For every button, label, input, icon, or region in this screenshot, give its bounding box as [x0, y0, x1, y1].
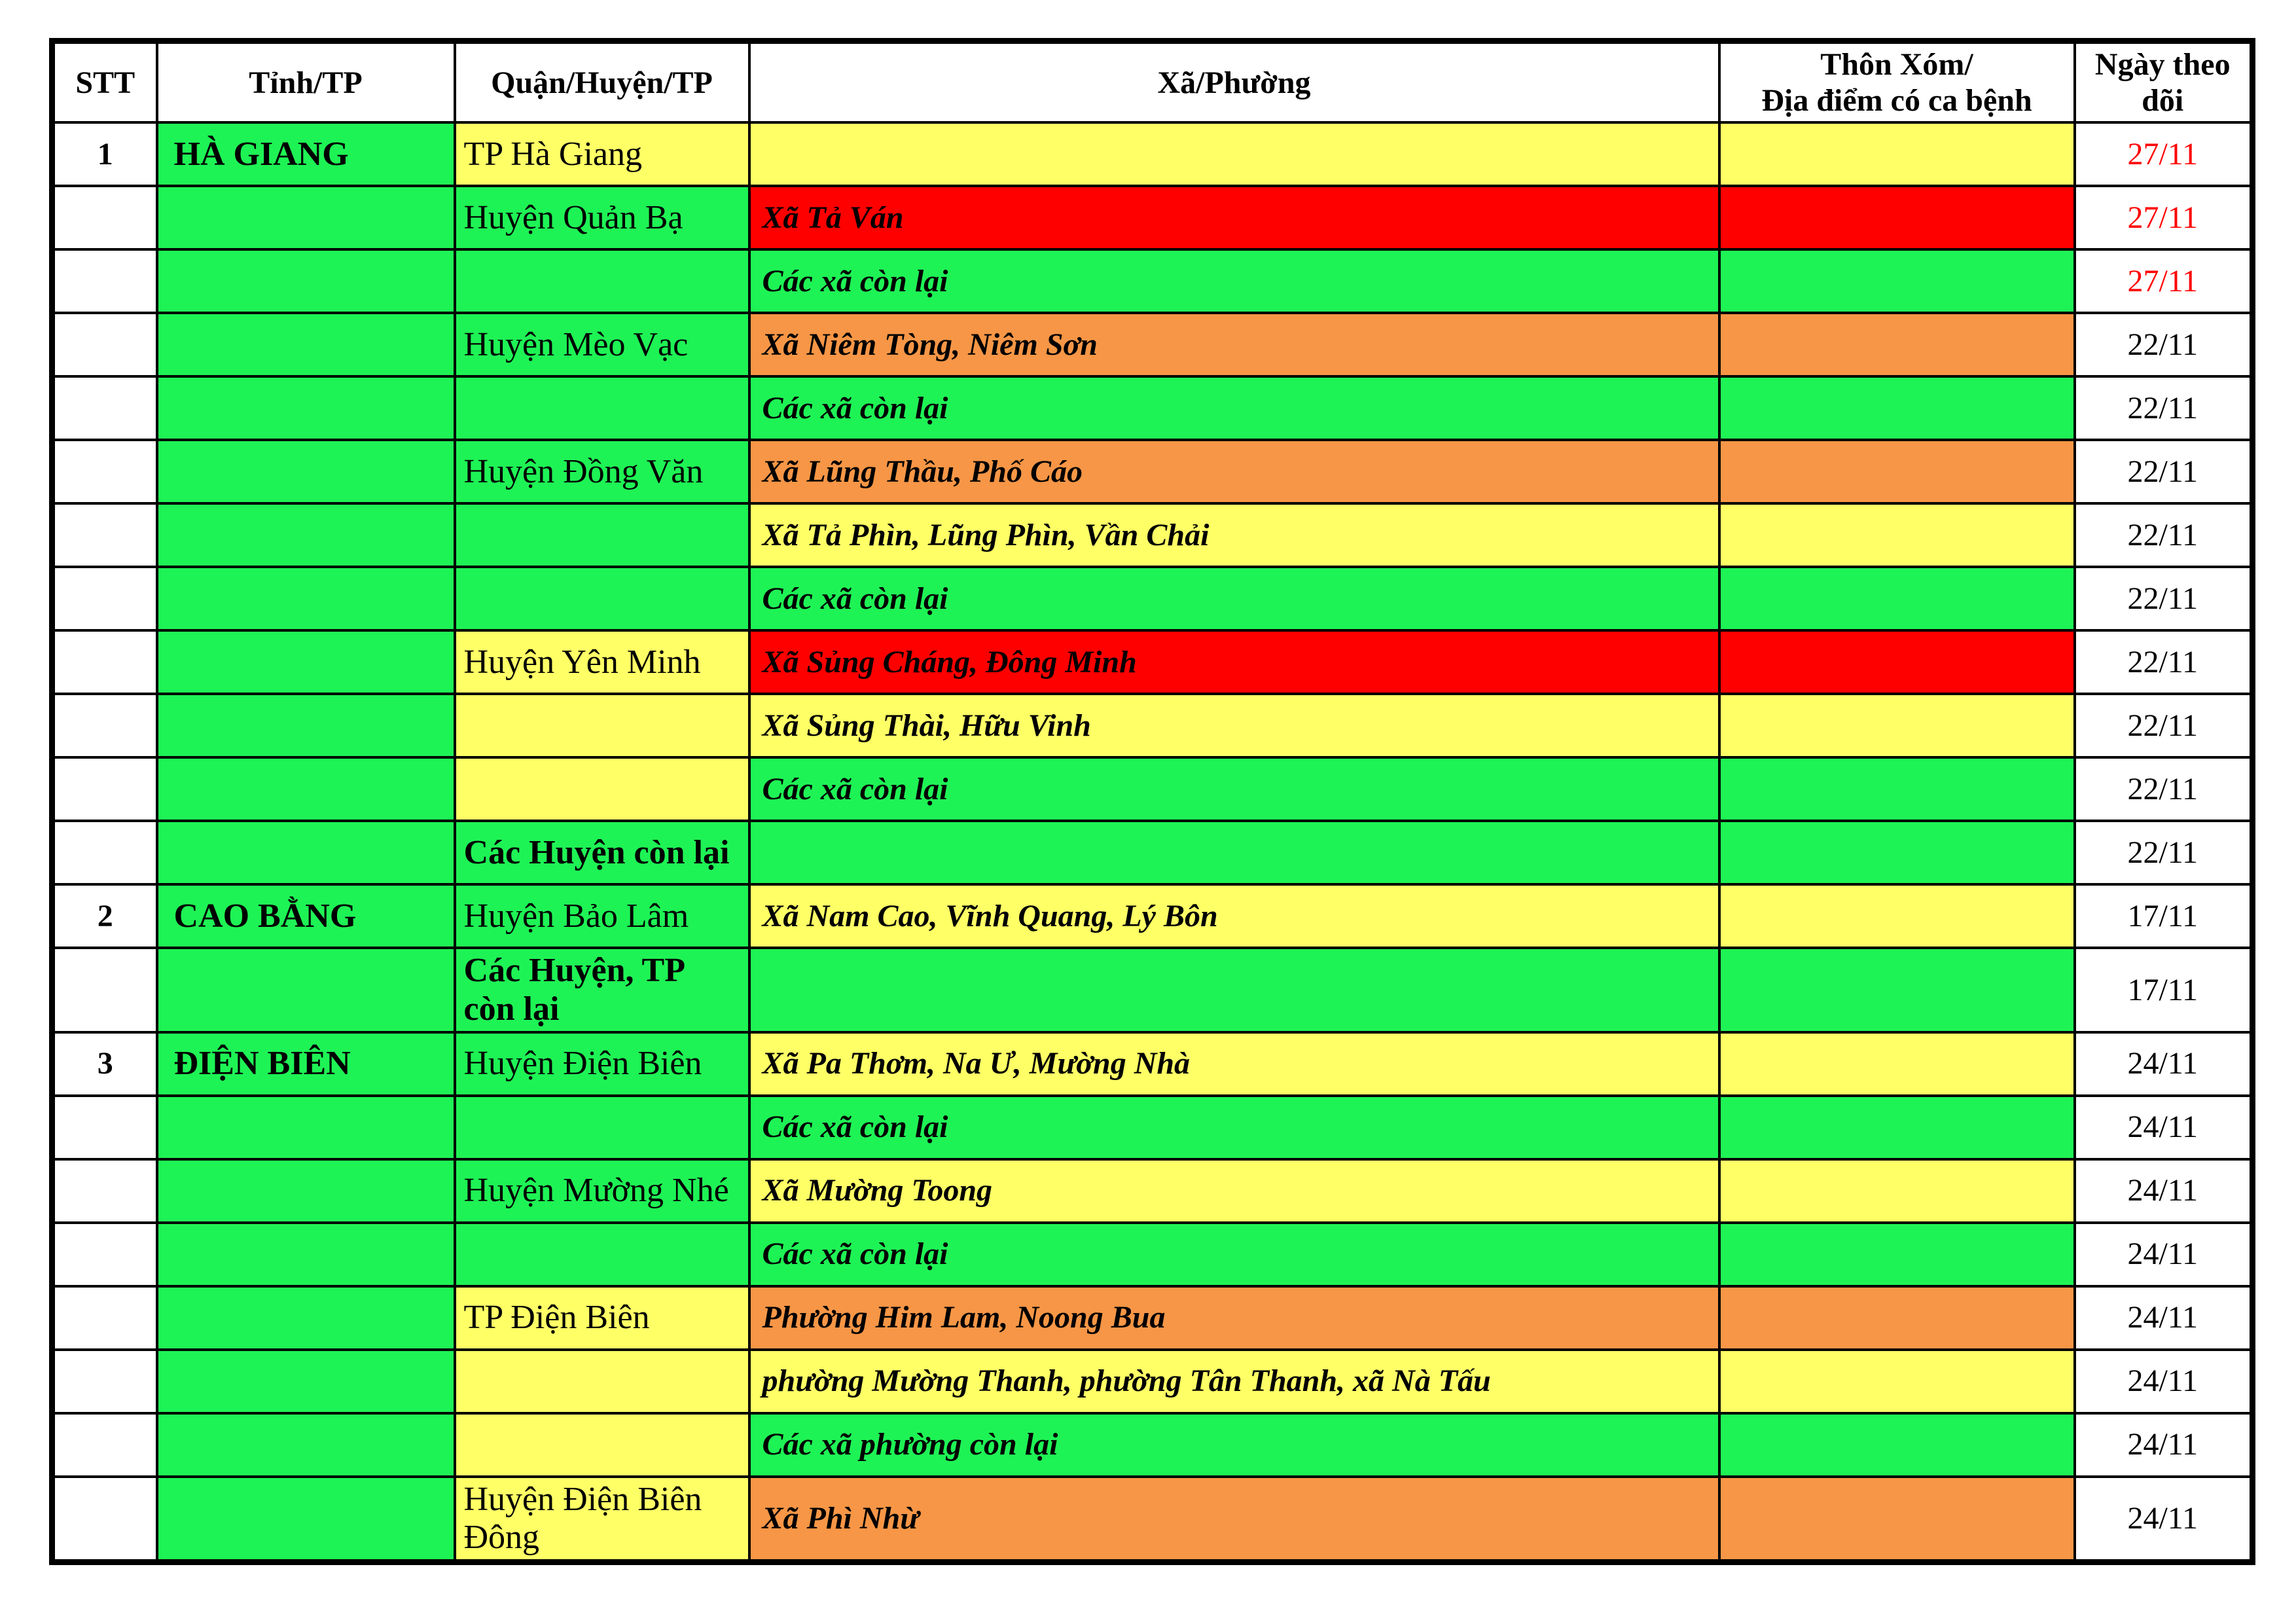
cell-ward: Các xã còn lại: [749, 249, 1719, 313]
covid-risk-table-sheet: [49, 38, 2255, 1565]
cell-date: 22/11: [2075, 567, 2253, 630]
cell-province: ĐIỆN BIÊN: [157, 1032, 455, 1096]
table-row: [52, 948, 2253, 1032]
cell-district: [455, 376, 749, 440]
col-header-location: Thôn Xóm/ Địa điểm có ca bệnh: [1719, 41, 2075, 123]
cell-location: [1719, 1350, 2075, 1413]
risk-level-table: [49, 38, 2255, 1565]
cell-stt: 3: [52, 1032, 157, 1096]
cell-stt: 1: [52, 122, 157, 186]
header-row: [52, 41, 2253, 123]
table-row: [52, 884, 2253, 948]
cell-province: [157, 1096, 455, 1159]
cell-stt: [52, 567, 157, 630]
cell-ward: Xã Tả Ván: [749, 186, 1719, 249]
cell-location: [1719, 821, 2075, 884]
cell-date: 22/11: [2075, 313, 2253, 376]
cell-location: [1719, 1286, 2075, 1350]
cell-location: [1719, 313, 2075, 376]
cell-province: [157, 567, 455, 630]
cell-ward: phường Mường Thanh, phường Tân Thanh, xã Nà Tấu: [749, 1350, 1719, 1413]
cell-stt: [52, 1350, 157, 1413]
col-header-ward: Xã/Phường: [749, 41, 1719, 123]
cell-province: HÀ GIANG: [157, 122, 455, 186]
cell-location: [1719, 249, 2075, 313]
cell-district: Huyện Quản Bạ: [455, 186, 749, 249]
cell-ward: [749, 122, 1719, 186]
cell-stt: [52, 1477, 157, 1562]
cell-ward: [749, 821, 1719, 884]
cell-stt: [52, 948, 157, 1032]
table-row: [52, 757, 2253, 821]
cell-date: 22/11: [2075, 440, 2253, 503]
cell-ward: Các xã còn lại: [749, 376, 1719, 440]
cell-location: [1719, 948, 2075, 1032]
cell-district: Các Huyện, TP còn lại: [455, 948, 749, 1032]
cell-province: [157, 630, 455, 694]
cell-ward: Xã Phì Nhừ: [749, 1477, 1719, 1562]
cell-province: [157, 1477, 455, 1562]
cell-district: Huyện Yên Minh: [455, 630, 749, 694]
cell-district: Huyện Mường Nhé: [455, 1159, 749, 1223]
cell-province: [157, 821, 455, 884]
cell-date: 22/11: [2075, 503, 2253, 567]
cell-date: 24/11: [2075, 1096, 2253, 1159]
cell-location: [1719, 376, 2075, 440]
cell-date: 24/11: [2075, 1413, 2253, 1477]
cell-ward: Xã Lũng Thầu, Phố Cáo: [749, 440, 1719, 503]
cell-location: [1719, 694, 2075, 757]
cell-ward: Xã Niêm Tòng, Niêm Sơn: [749, 313, 1719, 376]
cell-date: 22/11: [2075, 630, 2253, 694]
cell-ward: Xã Sủng Thài, Hữu Vinh: [749, 694, 1719, 757]
cell-province: [157, 1350, 455, 1413]
cell-date: 24/11: [2075, 1477, 2253, 1562]
table-row: [52, 821, 2253, 884]
cell-province: [157, 503, 455, 567]
cell-district: [455, 567, 749, 630]
cell-stt: [52, 630, 157, 694]
table-row: [52, 186, 2253, 249]
cell-location: [1719, 186, 2075, 249]
cell-location: [1719, 1159, 2075, 1223]
cell-location: [1719, 757, 2075, 821]
table-row: [52, 1286, 2253, 1350]
cell-date: 24/11: [2075, 1223, 2253, 1286]
table-row: [52, 440, 2253, 503]
cell-district: Huyện Điện Biên Đông: [455, 1477, 749, 1562]
cell-location: [1719, 122, 2075, 186]
cell-location: [1719, 440, 2075, 503]
table-row: [52, 1413, 2253, 1477]
cell-location: [1719, 1223, 2075, 1286]
cell-date: 24/11: [2075, 1159, 2253, 1223]
cell-ward: Các xã còn lại: [749, 1096, 1719, 1159]
cell-ward: Các xã còn lại: [749, 757, 1719, 821]
col-header-province: Tỉnh/TP: [157, 41, 455, 123]
table-row: [52, 122, 2253, 186]
cell-date: 27/11: [2075, 186, 2253, 249]
table-row: [52, 1477, 2253, 1562]
cell-district: [455, 503, 749, 567]
cell-date: 27/11: [2075, 249, 2253, 313]
cell-date: 24/11: [2075, 1350, 2253, 1413]
cell-province: [157, 1286, 455, 1350]
cell-ward: Xã Pa Thơm, Na Ư, Mường Nhà: [749, 1032, 1719, 1096]
table-row: [52, 567, 2253, 630]
table-row: [52, 376, 2253, 440]
table-row: [52, 1350, 2253, 1413]
cell-province: [157, 440, 455, 503]
table-body: [52, 122, 2253, 1562]
table-row: [52, 313, 2253, 376]
cell-district: Huyện Đồng Văn: [455, 440, 749, 503]
cell-location: [1719, 1096, 2075, 1159]
cell-stt: [52, 376, 157, 440]
cell-stt: [52, 1286, 157, 1350]
cell-date: 24/11: [2075, 1032, 2253, 1096]
cell-date: 22/11: [2075, 694, 2253, 757]
cell-ward: Các xã phường còn lại: [749, 1413, 1719, 1477]
cell-date: 22/11: [2075, 821, 2253, 884]
cell-stt: 2: [52, 884, 157, 948]
cell-location: [1719, 1413, 2075, 1477]
cell-district: [455, 757, 749, 821]
cell-ward: [749, 948, 1719, 1032]
cell-district: [455, 249, 749, 313]
table-header: [52, 41, 2253, 123]
cell-stt: [52, 694, 157, 757]
cell-province: [157, 757, 455, 821]
cell-province: [157, 186, 455, 249]
table-row: [52, 503, 2253, 567]
cell-date: 27/11: [2075, 122, 2253, 186]
cell-location: [1719, 884, 2075, 948]
cell-stt: [52, 1223, 157, 1286]
cell-province: [157, 249, 455, 313]
col-header-stt: STT: [52, 41, 157, 123]
table-row: [52, 1159, 2253, 1223]
cell-stt: [52, 313, 157, 376]
cell-stt: [52, 503, 157, 567]
cell-ward: Phường Him Lam, Noong Bua: [749, 1286, 1719, 1350]
table-row: [52, 1096, 2253, 1159]
cell-stt: [52, 440, 157, 503]
cell-stt: [52, 1159, 157, 1223]
cell-district: [455, 1096, 749, 1159]
cell-district: Huyện Điện Biên: [455, 1032, 749, 1096]
cell-location: [1719, 567, 2075, 630]
cell-location: [1719, 630, 2075, 694]
cell-province: [157, 694, 455, 757]
cell-ward: Xã Nam Cao, Vĩnh Quang, Lý Bôn: [749, 884, 1719, 948]
cell-date: 24/11: [2075, 1286, 2253, 1350]
cell-district: Huyện Mèo Vạc: [455, 313, 749, 376]
cell-province: [157, 1159, 455, 1223]
cell-location: [1719, 1477, 2075, 1562]
cell-province: [157, 948, 455, 1032]
cell-district: [455, 1413, 749, 1477]
cell-stt: [52, 821, 157, 884]
cell-province: CAO BẰNG: [157, 884, 455, 948]
cell-date: 17/11: [2075, 948, 2253, 1032]
cell-date: 17/11: [2075, 884, 2253, 948]
cell-location: [1719, 1032, 2075, 1096]
cell-province: [157, 1223, 455, 1286]
cell-ward: Các xã còn lại: [749, 567, 1719, 630]
table-row: [52, 630, 2253, 694]
cell-ward: Xã Mường Toong: [749, 1159, 1719, 1223]
cell-province: [157, 1413, 455, 1477]
cell-date: 22/11: [2075, 376, 2253, 440]
cell-date: 22/11: [2075, 757, 2253, 821]
table-row: [52, 1032, 2253, 1096]
cell-district: [455, 1350, 749, 1413]
cell-province: [157, 376, 455, 440]
cell-district: Huyện Bảo Lâm: [455, 884, 749, 948]
cell-stt: [52, 1096, 157, 1159]
cell-stt: [52, 249, 157, 313]
cell-district: TP Điện Biên: [455, 1286, 749, 1350]
table-row: [52, 1223, 2253, 1286]
cell-district: [455, 1223, 749, 1286]
cell-stt: [52, 757, 157, 821]
table-row: [52, 694, 2253, 757]
cell-ward: Xã Tả Phìn, Lũng Phìn, Vần Chải: [749, 503, 1719, 567]
cell-province: [157, 313, 455, 376]
cell-ward: Các xã còn lại: [749, 1223, 1719, 1286]
cell-ward: Xã Sủng Cháng, Đông Minh: [749, 630, 1719, 694]
col-header-date: Ngày theo dõi: [2075, 41, 2253, 123]
cell-stt: [52, 1413, 157, 1477]
cell-district: Các Huyện còn lại: [455, 821, 749, 884]
table-row: [52, 249, 2253, 313]
cell-stt: [52, 186, 157, 249]
cell-location: [1719, 503, 2075, 567]
cell-district: [455, 694, 749, 757]
cell-district: TP Hà Giang: [455, 122, 749, 186]
col-header-district: Quận/Huyện/TP: [455, 41, 749, 123]
